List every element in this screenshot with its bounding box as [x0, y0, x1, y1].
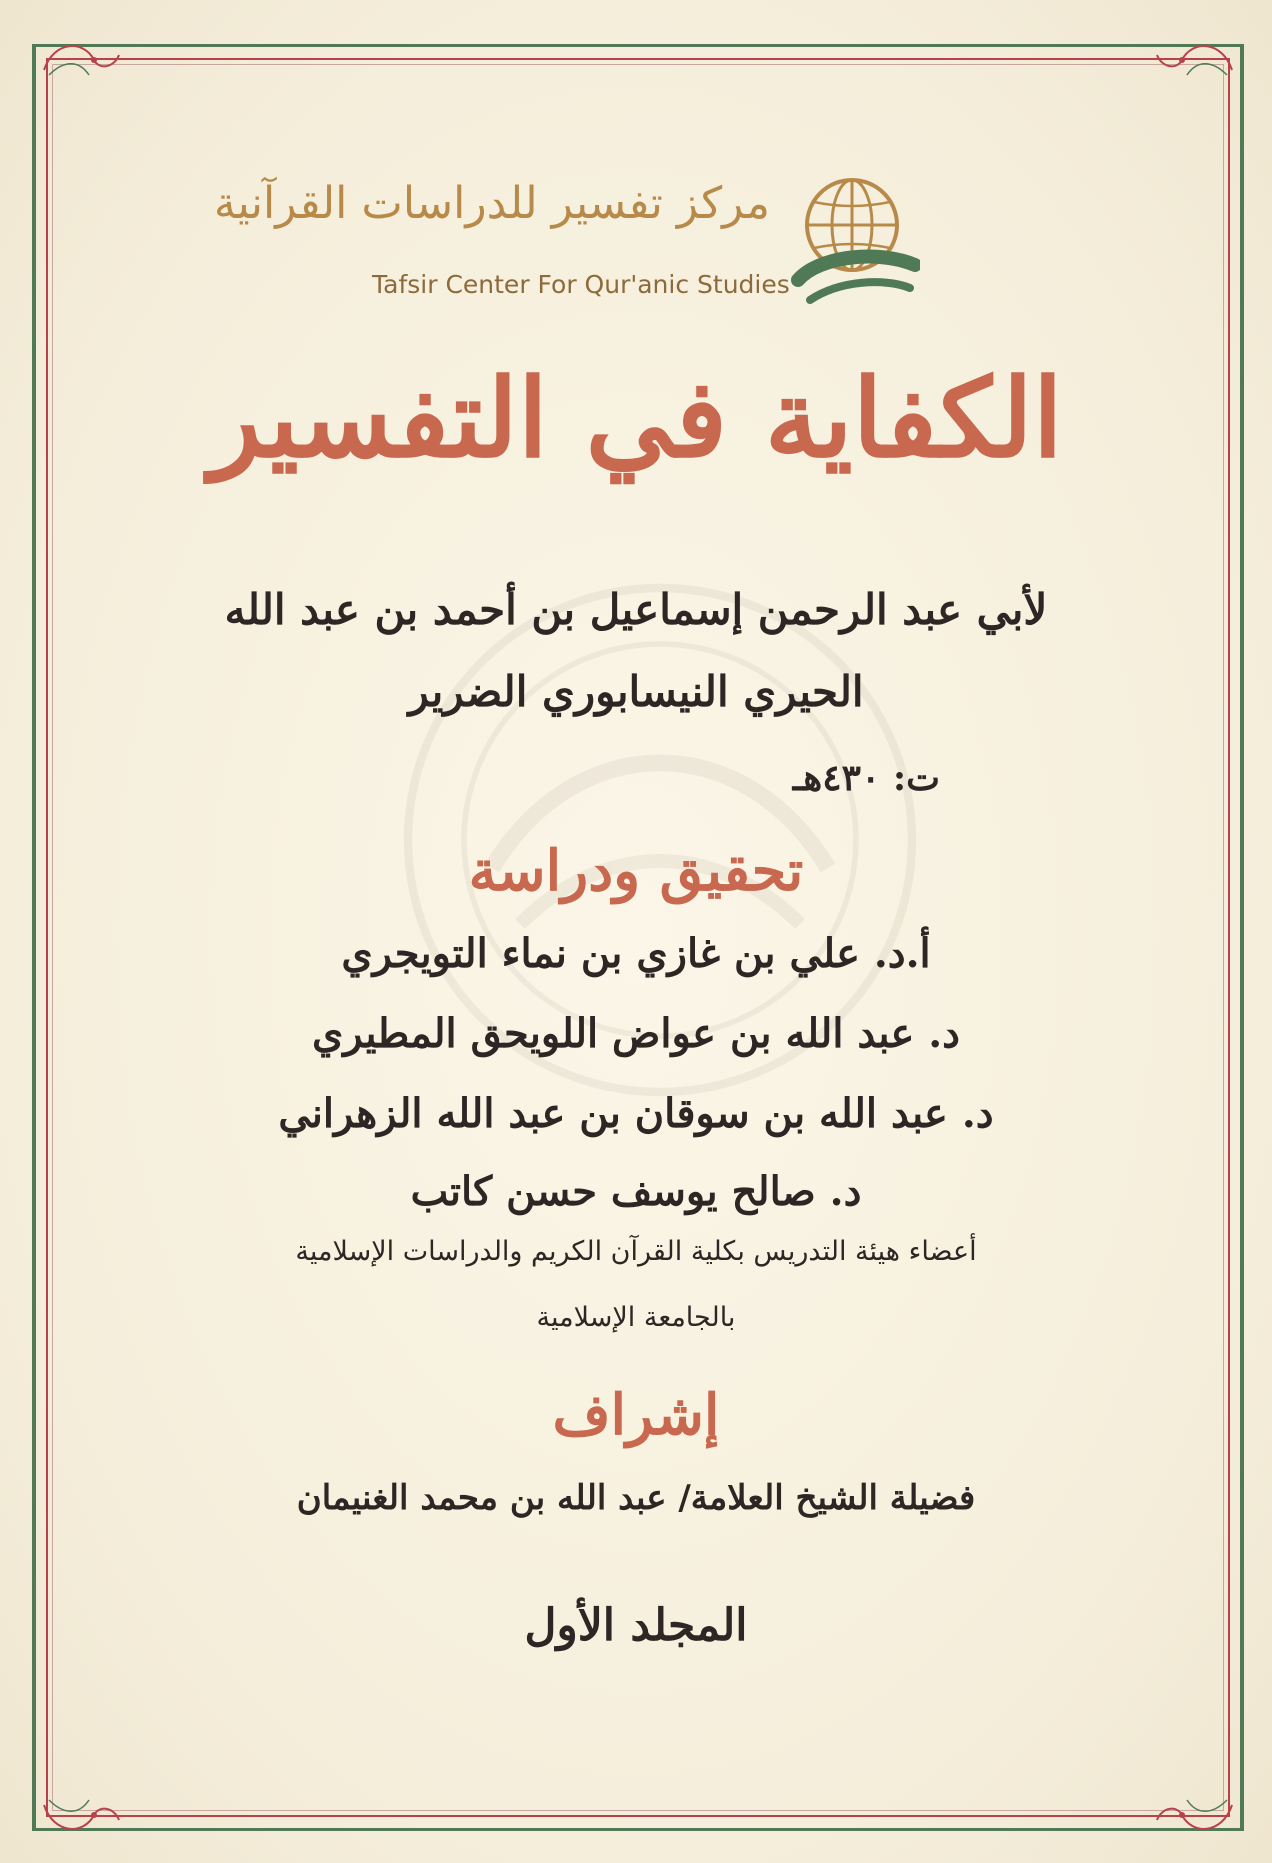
- editor-name: أ.د. علي بن غازي بن نماء التويجري: [341, 930, 931, 977]
- publisher-logo: [213, 170, 920, 320]
- corner-ornament-icon: [1152, 30, 1242, 90]
- corner-ornament-icon: [34, 1785, 124, 1845]
- corner-ornament-icon: [1152, 1785, 1242, 1845]
- book-title: الكفاية في التفسير: [209, 356, 1063, 482]
- publisher-name-english: Tafsir Center For Qur'anic Studies: [372, 270, 790, 299]
- editing-heading: تحقيق ودراسة: [468, 838, 804, 904]
- editor-name: د. عبد الله بن عواض اللويحق المطيري: [311, 1010, 960, 1057]
- publisher-name-arabic: مركز تفسير للدراسات القرآنية: [213, 178, 770, 229]
- volume-label: المجلد الأول: [524, 1600, 748, 1651]
- supervisor-name: فضيلة الشيخ العلامة/ عبد الله بن محمد الغنيمان: [296, 1478, 976, 1518]
- globe-logo-icon: [790, 170, 920, 310]
- corner-ornament-icon: [34, 30, 124, 90]
- editors-affiliation-line-1: أعضاء هيئة التدريس بكلية القرآن الكريم والدراسات الإسلامية: [295, 1236, 977, 1267]
- author-line-2: الحيري النيسابوري الضرير: [408, 667, 864, 716]
- editors-affiliation-line-2: بالجامعة الإسلامية: [536, 1302, 736, 1333]
- supervision-heading: إشراف: [552, 1382, 720, 1448]
- editor-name: د. عبد الله بن سوقان بن عبد الله الزهراني: [278, 1090, 994, 1137]
- author-line-1: لأبي عبد الرحمن إسماعيل بن أحمد بن عبد الله: [224, 585, 1048, 634]
- editor-name: د. صالح يوسف حسن كاتب: [410, 1168, 862, 1215]
- author-death-date: ت: ٤٣٠هـ: [792, 757, 940, 799]
